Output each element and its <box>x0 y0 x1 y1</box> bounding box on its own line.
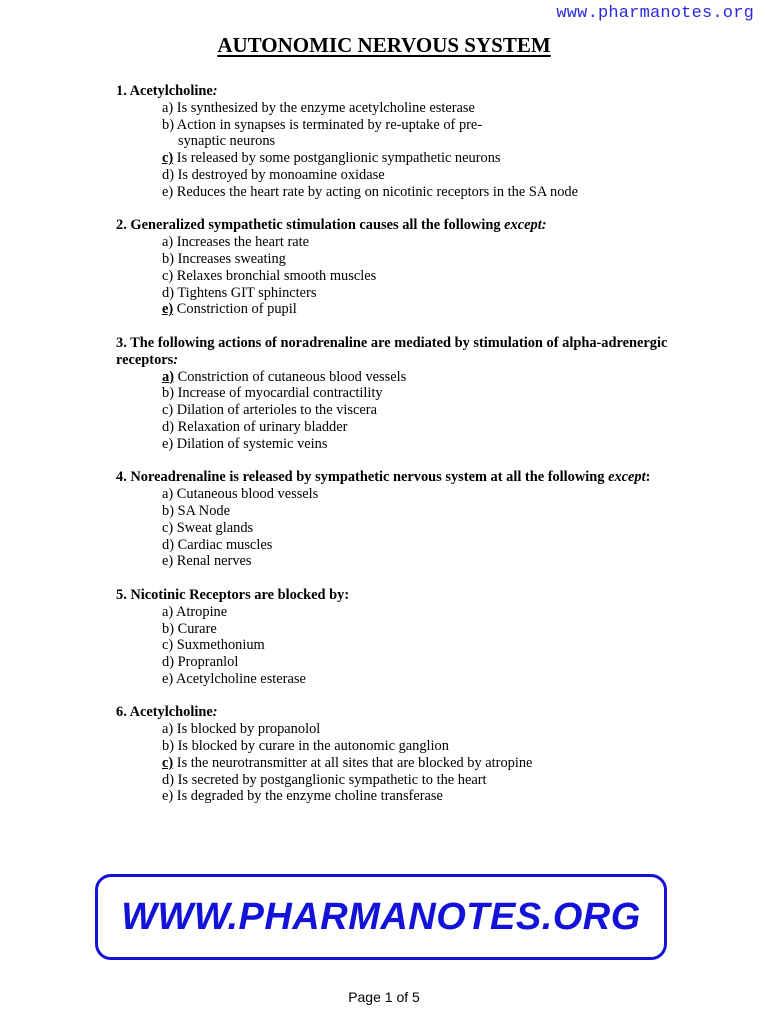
question-stem <box>116 704 716 721</box>
option-letter: a) <box>162 486 174 503</box>
question-stem-suffix: : <box>212 83 218 99</box>
correct-option-letter: c) <box>162 754 174 771</box>
option-list <box>116 721 716 805</box>
correct-option-letter: c) <box>162 150 174 167</box>
option-text: Acetylcholine esterase <box>173 670 306 687</box>
option-letter: b) <box>162 738 174 755</box>
question-stem <box>116 469 716 486</box>
option-letter: b) <box>162 502 174 519</box>
option-text: SA Node <box>174 502 230 519</box>
option-text: Renal nerves <box>173 553 252 570</box>
question-2 <box>116 217 716 318</box>
option-d <box>162 285 716 302</box>
option-text: Is released by some postganglionic sympathetic neurons <box>173 150 501 167</box>
option-list <box>116 234 716 318</box>
option-letter: a) <box>162 234 174 251</box>
option-e <box>162 436 716 453</box>
option-text: Cutaneous blood vessels <box>173 486 319 503</box>
option-text: Dilation of arterioles to the viscera <box>173 402 377 419</box>
option-letter: e) <box>162 670 174 687</box>
option-letter: a) <box>162 721 174 738</box>
option-e <box>162 671 716 688</box>
question-stem-suffix: except: <box>504 217 547 234</box>
option-letter: e) <box>162 788 174 805</box>
site-url-link[interactable]: www.pharmanotes.org <box>556 4 754 23</box>
option-c <box>162 402 716 419</box>
option-continuation: synaptic neurons <box>178 133 276 150</box>
option-d <box>162 419 716 436</box>
question-stem-text: 5. Nicotinic Receptors are blocked by: <box>116 586 350 603</box>
question-1 <box>116 83 716 201</box>
option-text: Suxmethonium <box>173 637 265 654</box>
question-stem <box>116 83 716 100</box>
option-b <box>162 117 716 151</box>
option-text: Curare <box>174 620 217 637</box>
option-letter: e) <box>162 435 174 452</box>
option-text: Propranlol <box>174 654 239 671</box>
option-a <box>162 721 716 738</box>
question-stem-text: 6. Acetylcholine <box>116 704 213 721</box>
option-letter: d) <box>162 536 174 553</box>
option-text: Is synthesized by the enzyme acetylcholine esterase <box>173 99 475 116</box>
option-letter: e) <box>162 183 174 200</box>
option-text: Atropine <box>173 603 228 620</box>
option-b <box>162 738 716 755</box>
option-letter: a) <box>162 603 174 620</box>
option-b <box>162 621 716 638</box>
option-text: Is destroyed by monoamine oxidase <box>174 166 385 183</box>
option-text: Sweat glands <box>173 519 254 536</box>
question-stem-suffix: : <box>173 351 179 368</box>
option-text: Increases the heart rate <box>173 234 310 251</box>
option-letter: b) <box>162 250 174 267</box>
banner-text: WWW.PHARMANOTES.ORG <box>121 895 641 938</box>
question-stem-suffix: except <box>608 469 646 486</box>
question-stem-text: 4. Noreadrenaline is released by sympathetic nervous system at all the following <box>116 469 609 486</box>
option-text: Relaxes bronchial smooth muscles <box>173 267 377 284</box>
option-text: Is blocked by curare in the autonomic ganglion <box>174 738 449 755</box>
option-text: Is blocked by propanolol <box>173 721 321 738</box>
question-3 <box>116 335 716 453</box>
option-text: Increases sweating <box>174 250 286 267</box>
question-6 <box>116 704 716 805</box>
option-c <box>162 520 716 537</box>
question-stem-text: 3. The following actions of noradrenaline are mediated by stimulation of alpha-adrenergic receptors <box>116 334 668 368</box>
option-text: Tightens GIT sphincters <box>174 284 317 301</box>
option-letter: c) <box>162 267 174 284</box>
question-list <box>116 83 716 822</box>
option-letter: d) <box>162 284 174 301</box>
correct-option-letter: e) <box>162 301 174 318</box>
option-text: Is the neurotransmitter at all sites that are blocked by atropine <box>173 754 533 771</box>
option-list <box>116 486 716 570</box>
option-a <box>162 100 716 117</box>
option-e <box>162 184 716 201</box>
correct-option-letter: a) <box>162 368 174 385</box>
option-text: Dilation of systemic veins <box>173 435 328 452</box>
option-text: Cardiac muscles <box>174 536 273 553</box>
option-b <box>162 251 716 268</box>
page-title: AUTONOMIC NERVOUS SYSTEM <box>217 33 551 57</box>
website-banner[interactable] <box>95 874 667 960</box>
option-c <box>162 755 716 772</box>
option-d <box>162 654 716 671</box>
option-e <box>162 788 716 805</box>
option-text: Is degraded by the enzyme choline transferase <box>173 788 443 805</box>
question-stem-text: 1. Acetylcholine <box>116 83 213 99</box>
option-letter: c) <box>162 402 174 419</box>
option-letter: d) <box>162 418 174 435</box>
option-text: Relaxation of urinary bladder <box>174 418 348 435</box>
option-e <box>162 553 716 570</box>
option-letter: b) <box>162 116 174 133</box>
option-d <box>162 772 716 789</box>
option-e <box>162 301 716 318</box>
option-letter: c) <box>162 637 174 654</box>
option-d <box>162 537 716 554</box>
option-c <box>162 637 716 654</box>
question-stem-end: : <box>645 469 651 486</box>
option-text: Is secreted by postganglionic sympathetic to the heart <box>174 771 487 788</box>
option-d <box>162 167 716 184</box>
option-c <box>162 150 716 167</box>
option-letter: c) <box>162 519 174 536</box>
option-letter: b) <box>162 620 174 637</box>
option-letter: d) <box>162 166 174 183</box>
option-letter: b) <box>162 385 174 402</box>
option-text: Reduces the heart rate by acting on nicotinic receptors in the SA node <box>173 183 578 200</box>
option-letter: e) <box>162 553 174 570</box>
question-5 <box>116 587 716 688</box>
option-a <box>162 604 716 621</box>
question-stem <box>116 335 716 369</box>
option-b <box>162 503 716 520</box>
option-list <box>116 100 716 201</box>
question-stem <box>116 217 716 234</box>
question-stem <box>116 587 716 604</box>
question-stem-text: 2. Generalized sympathetic stimulation causes all the following <box>116 217 505 234</box>
option-text: Constriction of cutaneous blood vessels <box>174 368 407 385</box>
option-a <box>162 486 716 503</box>
question-4 <box>116 469 716 570</box>
option-list <box>116 369 716 453</box>
option-letter: d) <box>162 771 174 788</box>
option-text: Action in synapses is terminated by re-uptake of pre- <box>174 116 483 133</box>
option-a <box>162 234 716 251</box>
question-stem-suffix: : <box>212 704 218 721</box>
option-text: Increase of myocardial contractility <box>174 385 383 402</box>
option-letter: a) <box>162 99 174 116</box>
option-a <box>162 369 716 386</box>
option-c <box>162 268 716 285</box>
option-letter: d) <box>162 654 174 671</box>
page-number: Page 1 of 5 <box>348 989 420 1005</box>
option-b <box>162 385 716 402</box>
option-text: Constriction of pupil <box>173 301 297 318</box>
option-list <box>116 604 716 688</box>
